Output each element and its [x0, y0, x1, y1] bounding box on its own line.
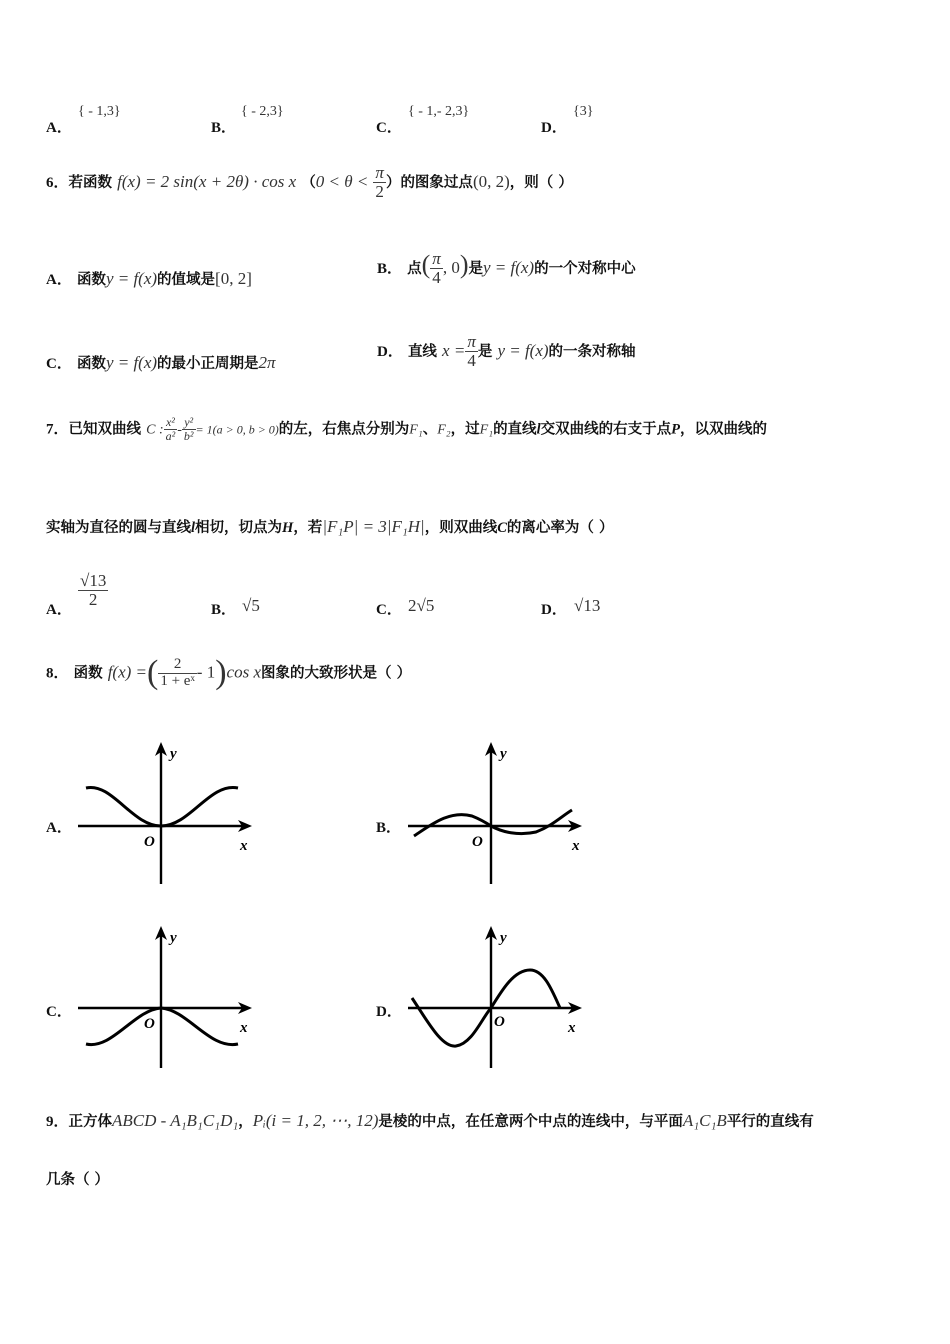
- q8-stem: 8． 函数 f(x) =( $\frac{2}{\text{1 + eˣ}}$ - 1)cos x图象的大致形状是（ ）: [46, 654, 412, 691]
- q6-cond-close: ）: [385, 174, 401, 191]
- q8-graph-a-label: A．: [46, 820, 72, 836]
- q6-option-b: B． 点( $\frac{\pi}{4}$ , 0)是y = f(x)的一个对称中心: [377, 249, 636, 287]
- origin-label: O: [144, 1016, 155, 1032]
- x-axis-label: x: [240, 838, 248, 854]
- q5-option-c-set: { - 1,- 2,3}: [408, 104, 470, 119]
- q5-option-d-set: {3}: [573, 104, 594, 119]
- y-axis-label: y: [500, 746, 507, 762]
- q7-f2: F₂: [437, 422, 451, 438]
- q7-line2-end: 的离心率为（ ）: [506, 520, 614, 536]
- q8-cos: cos x: [226, 662, 262, 682]
- q6-option-d: [377, 333, 636, 370]
- q6-intro: 若函数: [68, 174, 113, 191]
- q5-option-a-set: { - 1,3}: [78, 104, 121, 119]
- q6-option-a-fn: y = f(x): [105, 269, 158, 288]
- q7-stem-line2: [46, 516, 613, 537]
- q7-b2: b²: [183, 428, 194, 443]
- q7-line2-tail: ，则双曲线: [424, 520, 498, 536]
- q8-fraction: [158, 657, 196, 690]
- q6-number: 6．: [46, 174, 69, 191]
- q9-number: 9．: [46, 1114, 69, 1130]
- q7-c2: C: [497, 520, 507, 536]
- q7-option-d-value: √13: [574, 596, 601, 615]
- x-axis-label: x: [568, 1020, 576, 1036]
- q7-y2: y²: [182, 416, 196, 430]
- q6-option-d-fn: y = f(x): [497, 340, 549, 360]
- origin-label: O: [472, 834, 483, 850]
- x-axis-label: x: [240, 1020, 248, 1036]
- q7-minus: -: [177, 422, 182, 438]
- q6-cond-num: π: [375, 163, 384, 182]
- q6-option-c-pre: 函数: [76, 356, 106, 372]
- q6-option-d-den: 4: [467, 350, 476, 370]
- q7-a2: a²: [165, 428, 176, 443]
- q7-line2-mid: 相切，切点为: [195, 520, 283, 536]
- q9-intro: 正方体: [68, 1114, 113, 1130]
- q8-tail: 图象的大致形状是（ ）: [261, 665, 412, 682]
- q6-option-d-label: D．: [377, 343, 403, 360]
- y-axis-label: y: [500, 930, 507, 946]
- q6-option-c-label: C．: [46, 356, 72, 372]
- q7-option-b-value: √5: [242, 596, 260, 615]
- q6-option-a-label: A．: [46, 272, 72, 288]
- q6-function: f(x) = 2 sin(x + 2θ) · cos x: [117, 171, 297, 191]
- q7-option-a-fraction: [78, 572, 108, 609]
- q9-pi: Pᵢ(i = 1, 2, ⋯, 12): [252, 1111, 379, 1130]
- q7-l2: l: [191, 520, 196, 536]
- q7-option-c-value: 2√5: [408, 596, 435, 615]
- q6-option-d-fraction: [465, 333, 478, 370]
- q7-l: l: [536, 421, 541, 438]
- q6-point: (0, 2): [472, 171, 510, 191]
- origin-label: O: [494, 1014, 505, 1030]
- q5-option-a-label: A．: [46, 120, 72, 136]
- q8-num: 2: [158, 657, 196, 674]
- q6-option-a: [46, 268, 252, 289]
- q6-option-b-tail: 的一个对称中心: [534, 260, 636, 277]
- q7-intro: 已知双曲线: [68, 421, 142, 438]
- q6-option-b-label: B．: [377, 260, 403, 277]
- q7-option-a-den: 2: [88, 589, 98, 609]
- q9-mid: 是棱的中点，在任意两个中点的连线中，与平面: [378, 1114, 683, 1130]
- y-axis-label: y: [170, 930, 177, 946]
- q7-f1: F₁: [409, 422, 423, 438]
- q7-stem-line1: [46, 416, 767, 442]
- q7-x2: x²: [164, 416, 178, 430]
- q7-f1b: F₁: [479, 422, 494, 438]
- q6-option-c: [46, 352, 276, 373]
- q6-option-b-num: π: [432, 249, 441, 268]
- q7-number: 7．: [46, 421, 69, 438]
- q7-mid1: 的左，右焦点分别为: [278, 421, 410, 438]
- q7-curve-name: C :: [146, 422, 164, 438]
- q7-option-a-num: √13: [80, 571, 107, 590]
- q7-option-b-label: B．: [211, 602, 237, 618]
- q6-cond-den: 2: [375, 181, 384, 201]
- q6-option-a-mid: 的值域是: [157, 272, 216, 288]
- q9-cube: ABCD - A₁B₁C₁D₁: [112, 1111, 239, 1130]
- q8-den: 1 + eˣ: [160, 672, 195, 689]
- q7-mid5: ，以双曲线的: [679, 421, 767, 438]
- q8-fx: f(x) =: [107, 662, 148, 682]
- curve: [414, 810, 572, 836]
- y-axis-label: y: [170, 746, 177, 762]
- q7-line2-mid2: ，若: [293, 520, 323, 536]
- q7-sep: 、: [422, 421, 438, 438]
- q7-h: H: [282, 520, 294, 536]
- q5-option-d-label: D．: [541, 120, 567, 136]
- q6-cond-left: 0 < θ <: [315, 171, 369, 191]
- x-axis-label: x: [572, 838, 580, 854]
- q8-number: 8．: [46, 665, 69, 682]
- q8-graph-d-label: D．: [376, 1004, 402, 1020]
- q6-option-b-den: 4: [432, 267, 441, 287]
- q6-option-d-num: π: [467, 332, 476, 351]
- q8-graph-c-label: C．: [46, 1004, 72, 1020]
- q5-option-c-label: C．: [376, 120, 402, 136]
- q7-mid3: 的直线: [493, 421, 537, 438]
- q7-option-d-label: D．: [541, 602, 567, 618]
- q7-y-fraction: [182, 416, 196, 442]
- q6-option-b-fn: y = f(x): [482, 257, 535, 277]
- q7-mid4: 交双曲线的右支于点: [540, 421, 672, 438]
- q7-x-fraction: [164, 416, 178, 442]
- q8-intro: 函数: [73, 665, 103, 682]
- q7-line2-pre: 实轴为直径的圆与直线: [46, 520, 191, 536]
- q6-cond-fraction: [373, 164, 386, 201]
- q7-condition: |F₁P| = 3|F₁H|: [322, 517, 425, 536]
- q6-option-b-fraction: [430, 250, 443, 287]
- q6-option-d-pre: 直线: [407, 343, 437, 360]
- origin-label: O: [144, 834, 155, 850]
- q9-tail: 平行的直线有: [726, 1114, 814, 1130]
- q6-option-a-pre: 函数: [76, 272, 106, 288]
- q6-option-b-pre: 点: [407, 260, 422, 277]
- q8-minus1: - 1: [196, 662, 216, 682]
- q7-option-a-label: A．: [46, 602, 72, 618]
- q7-mid2: ，过: [450, 421, 480, 438]
- q6-option-a-value: [0, 2]: [215, 269, 252, 288]
- q7-p: P: [671, 421, 680, 438]
- q6-option-d-tail: 的一条对称轴: [548, 343, 636, 360]
- q6-option-d-x: x =: [442, 340, 466, 360]
- q7-option-c-label: C．: [376, 602, 402, 618]
- q6-tail: ，则（ ）: [509, 174, 573, 191]
- q8-graph-c: [72, 922, 262, 1074]
- q9-stem-line2: 几条（ ）: [46, 1172, 110, 1188]
- q9-stem-line1: [46, 1110, 814, 1131]
- q6-option-b-point-rest: , 0: [442, 257, 460, 277]
- q8-graph-b: [402, 738, 592, 890]
- q6-option-d-mid: 是: [477, 343, 493, 360]
- q6-option-b-mid: 是: [468, 260, 483, 277]
- q9-comma: ，: [238, 1114, 253, 1130]
- q7-rhs: = 1(a > 0, b > 0): [195, 422, 279, 437]
- q6-stem: [46, 164, 573, 201]
- q8-graph-b-label: B．: [376, 820, 402, 836]
- q5-option-b-label: B．: [211, 120, 237, 136]
- q9-plane: A₁C₁B: [682, 1111, 727, 1130]
- q5-option-b-set: { - 2,3}: [241, 104, 284, 119]
- q6-option-c-mid: 的最小正周期是: [157, 356, 259, 372]
- q6-cond-open: （: [301, 174, 316, 191]
- q8-graph-a: [72, 738, 262, 890]
- q8-graph-d: [402, 922, 592, 1074]
- q6-option-c-value: 2π: [258, 353, 276, 372]
- q6-option-c-fn: y = f(x): [105, 353, 158, 372]
- q6-mid: 的图象过点: [400, 174, 473, 191]
